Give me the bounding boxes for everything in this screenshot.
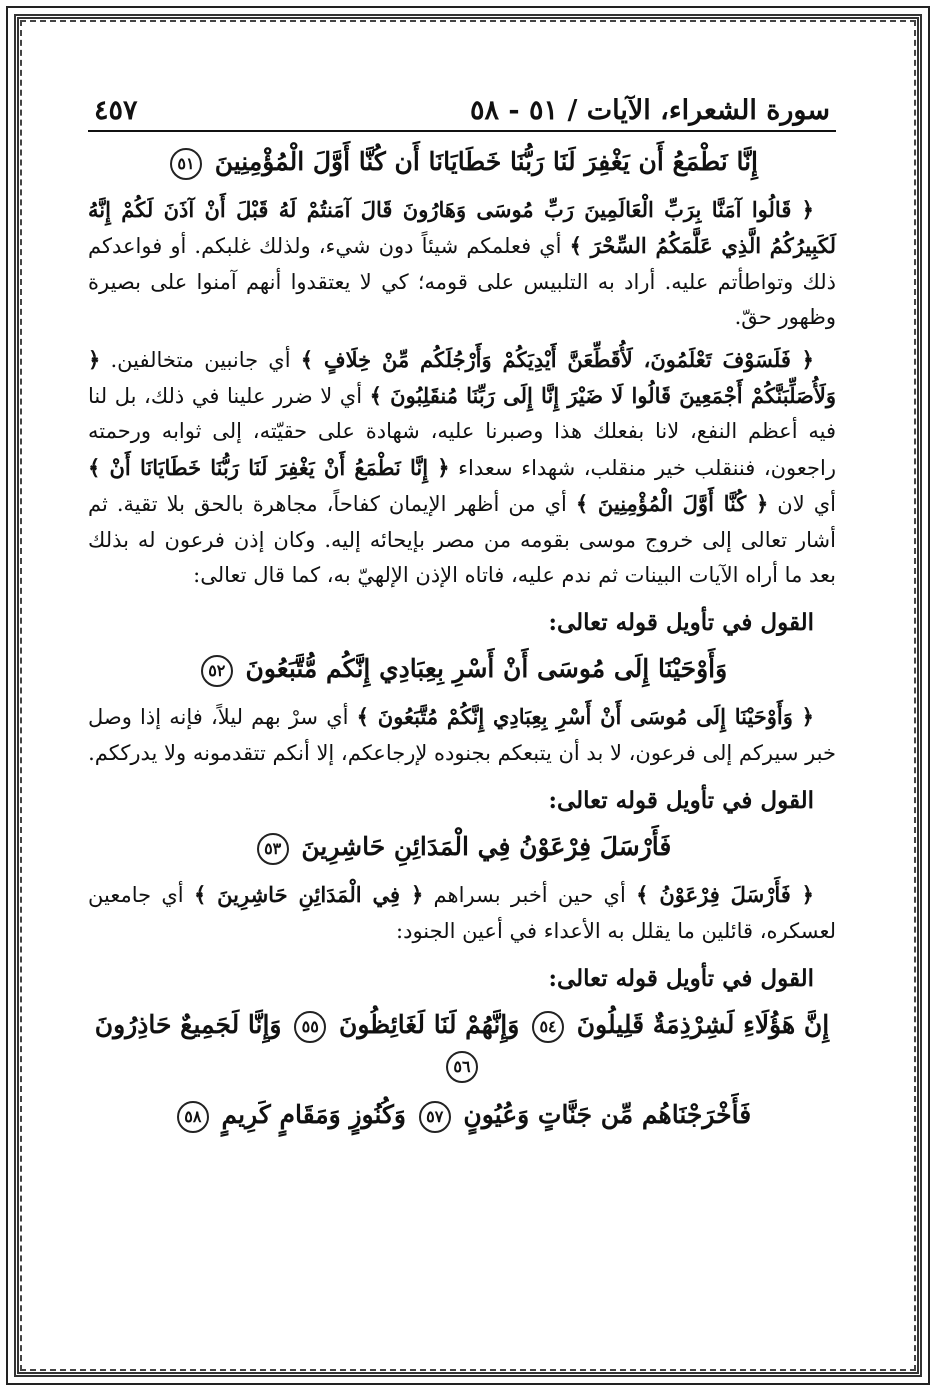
quran-verse-52	[88, 649, 836, 689]
quote: ﴿ قَالُوا آمَنَّا بِرَبِّ الْعَالَمِينَ رَبِّ مُوسَى وَهَارُونَ قَالَ آمَنتُمْ لَهُ قَبْلَ أَنْ آذَنَ لَكُمْ إِنَّهُ لَكَبِيرُكُمُ الَّذِي عَلَّمَكُمُ السِّحْرَ ﴾	[88, 197, 837, 259]
text: أي حين أخبر بسراهم	[423, 883, 637, 908]
commentary-paragraph-4	[88, 877, 836, 949]
quote: ﴿ فَلَسَوْفَ تَعْلَمُونَ، لَأُقَطِّعَنَّ أَيْدِيَكُمْ وَأَرْجُلَكُم مِّنْ خِلَافٍ ﴾	[300, 346, 814, 372]
ayah-number: ٥٣	[257, 833, 289, 865]
text: أي فعلمكم شيئاً دون شيء، ولذلك غلبكم. أو فواعدكم ذلك وتواطأتم عليه. أراد به التلبيس على قومه؛ كي لا يعتقدوا أنهم آمنوا على بصيرة وظهور حقّ.	[88, 234, 836, 330]
page-body	[88, 70, 836, 1321]
commentary-paragraph-3	[88, 699, 836, 771]
page-number: ٤٥٧	[94, 95, 138, 126]
running-title: سورة الشعراء، الآيات / ٥١ - ٥٨	[470, 95, 830, 126]
text: أي جامعين لعسكره، قائلين ما يقلل به الأعداء في أعين الجنود:	[88, 883, 836, 943]
commentary-paragraph-1	[88, 192, 836, 336]
quote: ﴿ كُنَّا أَوَّلَ الْمُؤْمِنِينَ ﴾	[575, 491, 769, 517]
quote: ﴿ فَأَرْسَلَ فِرْعَوْنُ ﴾	[636, 882, 814, 908]
section-heading: القول في تأويل قوله تعالى:	[548, 609, 814, 637]
ayah-number: ٥٢	[201, 655, 233, 687]
quote: ﴿ إِنَّا نَطْمَعُ أَنْ يَغْفِرَ لَنَا رَبُّنَا خَطَايَانَا أَنْ ﴾	[88, 454, 450, 480]
ayah-number: ٥٧	[419, 1101, 451, 1133]
verse-text: فَأَرْسَلَ فِرْعَوْنُ فِي الْمَدَائِنِ حَاشِرِينَ	[301, 832, 672, 862]
section-heading: القول في تأويل قوله تعالى:	[548, 965, 814, 993]
ayah-number: ٥٨	[177, 1101, 209, 1133]
ayah-number: ٥٥	[294, 1011, 326, 1043]
ayah-number: ٥١	[170, 148, 202, 180]
section-heading: القول في تأويل قوله تعالى:	[548, 787, 814, 815]
verse-text: وَإِنَّا لَجَمِيعٌ حَاذِرُونَ	[94, 1010, 282, 1040]
verse-text: وَإِنَّهُمْ لَنَا لَغَائِظُونَ	[338, 1010, 520, 1040]
verse-text: فَأَخْرَجْنَاهُم مِّن جَنَّاتٍ وَعُيُونٍ	[463, 1100, 752, 1130]
quote: ﴿ فِي الْمَدَائِنِ حَاشِرِينَ ﴾	[193, 882, 424, 908]
verse-text: وَكُنُوزٍ وَمَقَامٍ كَرِيمٍ	[221, 1100, 406, 1130]
quran-verse-51	[88, 142, 836, 182]
verse-text: إِنَّ هَؤُلَاءِ لَشِرْذِمَةٌ قَلِيلُونَ	[576, 1010, 830, 1040]
quran-verses-57-58	[88, 1095, 836, 1135]
text: أي لان	[768, 492, 836, 517]
ayah-number: ٥٦	[446, 1051, 478, 1083]
quran-verses-54-56	[88, 1005, 836, 1085]
quran-verse-53	[88, 827, 836, 867]
text: أي من أظهر الإيمان كفاحاً، مجاهرة بالحق بلا تقية. ثم أشار تعالى إلى خروج موسى بقومه من مصر بإيحائه إليه. وكان إذن فرعون له بذلك بعد ما أراه الآيات البينات ثم ندم عليه، فاتاه الإذن الإلهيّ به، كما قال تعالى:	[88, 492, 836, 588]
verse-text: إِنَّا نَطْمَعُ أَن يَغْفِرَ لَنَا رَبُّنَا خَطَايَانَا أَن كُنَّا أَوَّلَ الْمُؤْمِنِينَ	[214, 147, 758, 176]
text: أي سرْ بهم ليلاً، فإنه إذا وصل خبر سيركم إلى فرعون، لا بد أن يتبعكم بجنوده لإرجاعكم، إلا أنكم تتقدمونه ولا يدرككم.	[88, 705, 836, 765]
ayah-number: ٥٤	[532, 1011, 564, 1043]
verse-text: وَأَوْحَيْنَا إِلَى مُوسَى أَنْ أَسْرِ بِعِبَادِي إِنَّكُم مُّتَّبَعُونَ	[245, 654, 728, 684]
quote: ﴿ وَأَوْحَيْنَا إِلَى مُوسَى أَنْ أَسْرِ بِعِبَادِي إِنَّكُمْ مُتَّبَعُونَ ﴾	[356, 704, 814, 730]
text: أي جانبين متخالفين.	[100, 347, 301, 372]
text: أي لا ضرر علينا في ذلك، بل لنا فيه أعظم النفع، لانا بفعلك هذا وصبرنا عليه، شهادة على حقيّته، إلى ثوابه ورحمته راجعون، فننقلب خير منقلب، شهداء سعداء	[88, 384, 836, 480]
commentary-paragraph-2	[88, 342, 836, 594]
quote: ﴿ وَلَأُصَلِّبَنَّكُمْ أَجْمَعِينَ قَالُوا لَا ضَيْرَ إِنَّا إِلَى رَبِّنَا مُنقَلِبُونَ ﴾	[88, 346, 837, 409]
page-header	[88, 70, 836, 132]
